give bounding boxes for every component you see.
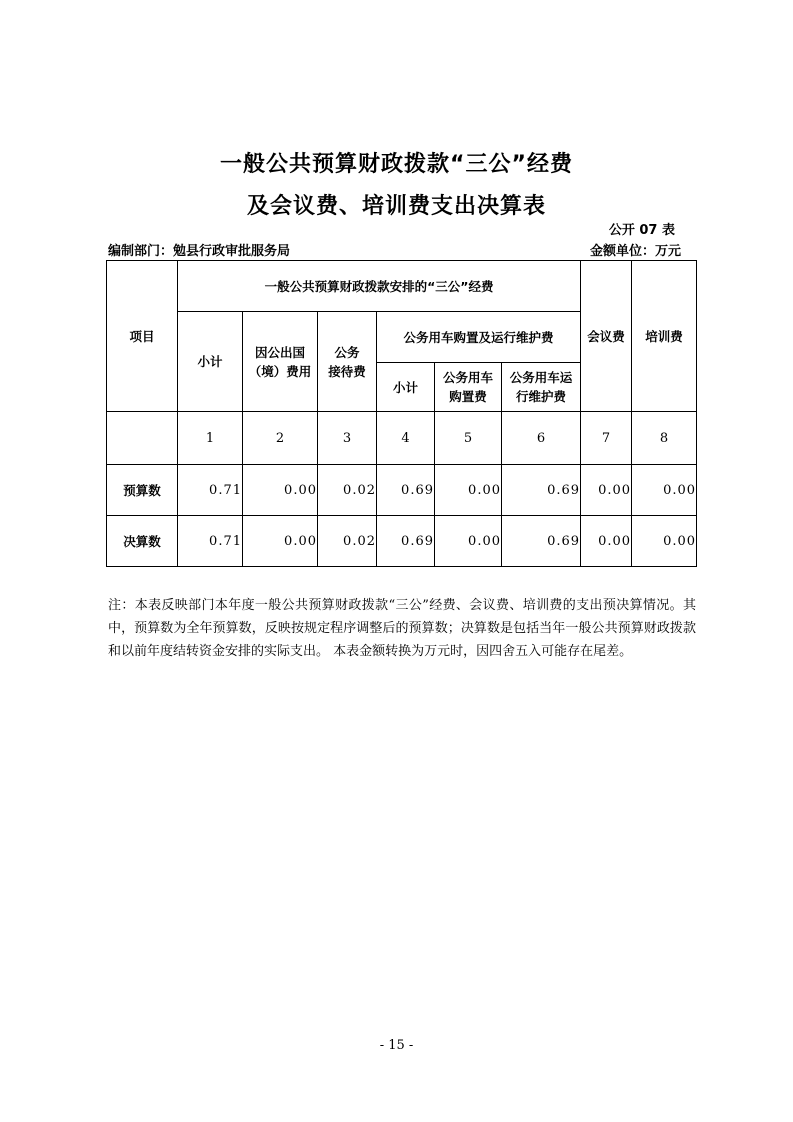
row-label-actual: 决算数	[107, 516, 178, 567]
actual-value: 0.00	[581, 516, 632, 567]
row-label-budget: 预算数	[107, 465, 178, 516]
index-cell: 5	[435, 412, 502, 465]
header-vehicle-group: 公务用车购置及运行维护费	[377, 312, 581, 363]
header-row-1	[107, 261, 697, 312]
index-cell: 6	[502, 412, 581, 465]
header-reception-line1: 公务	[334, 344, 360, 360]
header-subtotal: 小计	[178, 312, 243, 412]
header-vehicle-purchase-line1: 公务用车	[442, 370, 493, 385]
index-cell: 8	[632, 412, 697, 465]
page-title-line1: 一般公共预算财政拨款“三公”经费	[220, 152, 573, 177]
index-cell: 2	[243, 412, 318, 465]
expenditure-table	[106, 260, 697, 567]
page-number: - 15 -	[379, 1038, 414, 1053]
actual-value: 0.00	[435, 516, 502, 567]
header-item: 项目	[107, 261, 178, 412]
form-number: 公开 07 表	[608, 223, 675, 238]
actual-value: 0.02	[318, 516, 377, 567]
budget-value: 0.71	[178, 465, 243, 516]
budget-value: 0.00	[632, 465, 697, 516]
index-row	[107, 412, 697, 465]
actual-value: 0.00	[632, 516, 697, 567]
organization-label: 编制部门：勉县行政审批服务局	[108, 244, 291, 259]
index-cell-empty	[107, 412, 178, 465]
table-row-budget	[107, 465, 697, 516]
header-three-public-group: 一般公共预算财政拨款安排的“三公”经费	[178, 261, 581, 312]
header-reception-fee	[318, 312, 377, 412]
header-vehicle-operation-line1: 公务用车运	[509, 370, 573, 385]
budget-value: 0.00	[435, 465, 502, 516]
header-abroad-line2: （境）费用	[248, 363, 312, 379]
index-cell: 3	[318, 412, 377, 465]
footnote: 注：本表反映部门本年度一般公共预算财政拨款“三公”经费、会议费、培训费的支出预决算情况。其中，预算数为全年预算数，反映按规定程序调整后的预算数；决算数是包括当年一般公共预算财政拨款和以前年度结转资金安排的实际支出。 本表金额转换为万元时，因四舍五入可能存在尾差。	[108, 598, 696, 659]
actual-value: 0.00	[243, 516, 318, 567]
page-title-line2: 及会议费、培训费支出决算表	[246, 194, 546, 219]
header-meeting-fee: 会议费	[581, 261, 632, 412]
index-cell: 1	[178, 412, 243, 465]
header-reception-line2: 接待费	[328, 363, 366, 379]
index-cell: 7	[581, 412, 632, 465]
budget-value: 0.00	[581, 465, 632, 516]
actual-value: 0.71	[178, 516, 243, 567]
budget-value: 0.00	[243, 465, 318, 516]
header-vehicle-purchase	[435, 363, 502, 412]
header-training-fee: 培训费	[632, 261, 697, 412]
index-cell: 4	[377, 412, 435, 465]
header-vehicle-purchase-line2: 购置费	[449, 389, 487, 404]
amount-unit-label: 金额单位：万元	[589, 244, 681, 259]
budget-value: 0.69	[377, 465, 435, 516]
actual-value: 0.69	[377, 516, 435, 567]
header-vehicle-operation-line2: 行维护费	[516, 389, 567, 404]
budget-value: 0.02	[318, 465, 377, 516]
header-abroad-line1: 因公出国	[254, 344, 305, 360]
table-row-actual	[107, 516, 697, 567]
header-vehicle-operation	[502, 363, 581, 412]
header-vehicle-subtotal: 小计	[377, 363, 435, 412]
budget-value: 0.69	[502, 465, 581, 516]
actual-value: 0.69	[502, 516, 581, 567]
header-abroad-fee	[243, 312, 318, 412]
